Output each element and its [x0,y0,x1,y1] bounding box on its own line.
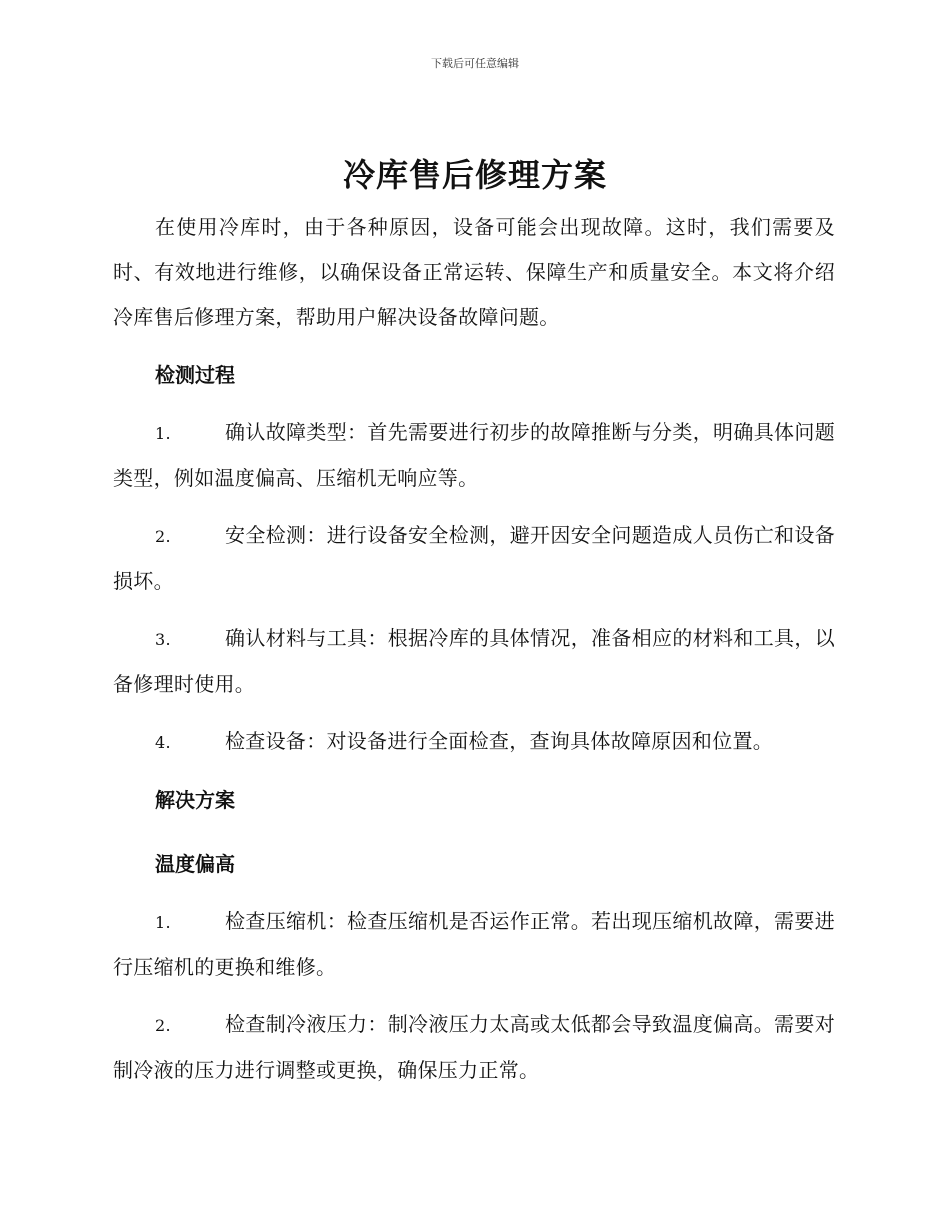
intro-paragraph: 在使用冷库时，由于各种原因，设备可能会出现故障。这时，我们需要及时、有效地进行维修，以确保设备正常运转、保障生产和质量安全。本文将介绍冷库售后修理方案，帮助用户解决设备故障问题。 [113,215,835,329]
list-item-text: 确认故障类型：首先需要进行初步的故障推断与分类，明确具体问题类型，例如温度偏高、压缩机无响应等。 [113,420,835,490]
list-item-number: 3. [155,630,171,649]
list-item [113,410,835,501]
document-title: 冷库售后修理方案 [342,156,607,194]
list-item [113,513,835,604]
subsection-heading-temperature: 温度偏高 [155,852,235,876]
list-item [113,1002,835,1093]
list-item-text: 检查设备：对设备进行全面检查，查询具体故障原因和位置。 [225,729,774,753]
page-header-note: 下载后可任意编辑 [431,57,519,70]
list-item-number: 1. [155,424,171,443]
list-item-number: 2. [155,527,171,546]
section-heading-detection: 检测过程 [155,363,235,387]
list-item-text: 检查压缩机：检查压缩机是否运作正常。若出现压缩机故障，需要进行压缩机的更换和维修。 [113,909,835,979]
list-item-text: 安全检测：进行设备安全检测，避开因安全问题造成人员伤亡和设备损坏。 [113,523,835,593]
list-item-text: 确认材料与工具：根据冷库的具体情况，准备相应的材料和工具，以备修理时使用。 [113,626,835,696]
list-item [113,616,835,707]
section-heading-solution: 解决方案 [155,788,235,812]
list-item [113,719,835,765]
list-item [113,899,835,990]
list-item-number: 1. [155,913,171,932]
list-item-number: 4. [155,733,171,752]
list-item-text: 检查制冷液压力：制冷液压力太高或太低都会导致温度偏高。需要对制冷液的压力进行调整或更换，确保压力正常。 [113,1012,835,1082]
list-item-number: 2. [155,1016,171,1035]
document-body [113,205,835,1093]
